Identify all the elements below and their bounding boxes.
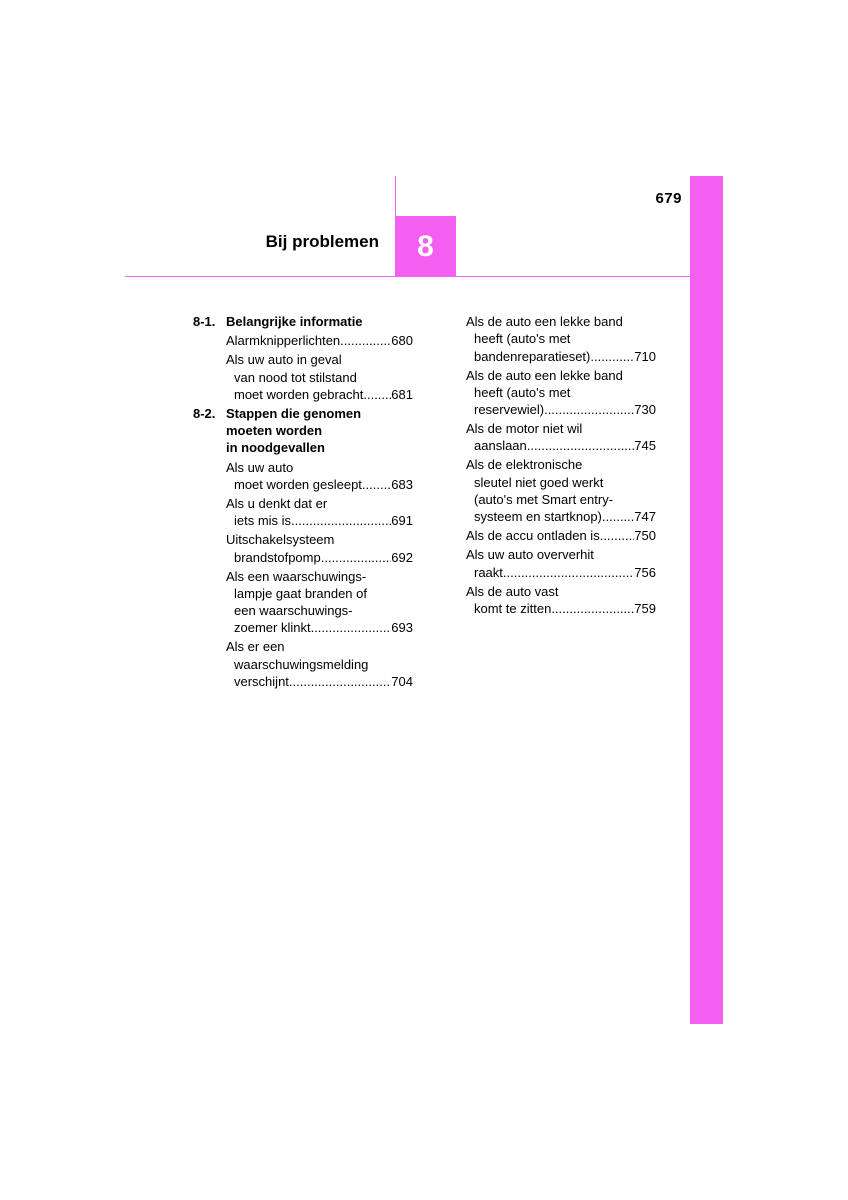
entry-text-line: bandenreparatieset): [474, 348, 591, 364]
entry-text-line: Als een waarschuwings-: [226, 568, 367, 584]
toc-entry[interactable]: [193, 531, 413, 566]
section-title-line: Belangrijke informatie: [226, 314, 363, 329]
entry-text-line: Als er een: [226, 639, 285, 655]
entry-last-line: [226, 619, 413, 636]
entry-last-line: [226, 386, 413, 403]
leader-dots: [289, 673, 391, 690]
leader-dots: [291, 512, 391, 529]
entry-last-line: [466, 348, 656, 365]
leader-dots: [362, 476, 391, 493]
entry-page-number[interactable]: 681: [391, 386, 413, 402]
toc-entry[interactable]: [466, 313, 656, 365]
entry-last-line: [466, 437, 656, 454]
entry-text-line: moet worden gesleept: [234, 477, 362, 493]
chapter-tab-strip: [690, 176, 723, 1024]
entry-text-line: moet worden gebracht: [234, 386, 364, 402]
entry-text-line: sleutel niet goed werkt: [474, 474, 604, 490]
toc-right-column: [466, 313, 656, 619]
toc-entry[interactable]: [466, 420, 656, 455]
entry-page-number[interactable]: 745: [634, 438, 656, 454]
entry-text-line: Als uw auto: [226, 459, 294, 475]
section-title: [226, 405, 413, 457]
entry-last-line: [226, 512, 413, 529]
entry-page-number[interactable]: 747: [634, 509, 656, 525]
toc-section-heading: [193, 313, 413, 330]
section-title-line: moeten worden: [226, 423, 323, 439]
section-title: [226, 313, 413, 330]
entry-last-line: [466, 508, 656, 525]
entry-text-line: Als de accu ontladen is: [466, 528, 600, 544]
toc-entry[interactable]: [193, 332, 413, 349]
entry-last-line: [226, 476, 413, 493]
entry-text-line: Als de auto een lekke band: [466, 314, 623, 329]
entry-text-line: Uitschakelsysteem: [226, 532, 335, 548]
entry-text-line: (auto's met Smart entry-: [474, 492, 614, 508]
entry-text-line: van nood tot stilstand: [234, 369, 357, 385]
entry-text-line: Alarmknipperlichten: [226, 333, 341, 349]
toc-entry[interactable]: [193, 495, 413, 530]
chapter-title: Bij problemen: [265, 232, 379, 251]
entry-page-number[interactable]: 756: [634, 564, 656, 580]
chapter-number-badge: 8: [395, 216, 456, 277]
entry-page-number[interactable]: 759: [634, 600, 656, 616]
leader-dots: [321, 549, 392, 566]
entry-text-line: Als de auto vast: [466, 583, 559, 599]
entry-text-line: heeft (auto's met: [474, 331, 571, 347]
section-title-line: Stappen die genomen: [226, 405, 362, 421]
leader-dots: [311, 619, 392, 636]
entry-text-line: een waarschuwings-: [234, 603, 353, 619]
leader-dots: [340, 332, 391, 349]
entry-last-line: [466, 401, 656, 418]
entry-text-line: raakt: [474, 564, 503, 580]
toc-entry[interactable]: [193, 568, 413, 637]
toc-entry[interactable]: [193, 351, 413, 403]
entry-text-line: Als de motor niet wil: [466, 421, 583, 437]
entry-last-line: [226, 549, 413, 566]
entry-page-number[interactable]: 704: [391, 674, 413, 690]
entry-text-line: brandstofpomp: [234, 549, 321, 565]
section-number: 8-1.: [193, 314, 216, 329]
entry-text-line: aanslaan: [474, 438, 527, 454]
leader-dots: [544, 401, 634, 418]
toc-entry[interactable]: [466, 456, 656, 525]
entry-text-line: Als u denkt dat er: [226, 496, 328, 512]
entry-text-line: iets mis is: [234, 513, 292, 529]
leader-dots: [527, 437, 635, 454]
entry-last-line: [466, 600, 656, 617]
entry-page-number[interactable]: 692: [391, 549, 413, 565]
entry-page-number[interactable]: 750: [634, 528, 656, 544]
toc-entry[interactable]: [466, 546, 656, 581]
entry-page-number[interactable]: 693: [391, 620, 413, 636]
entry-page-number[interactable]: 730: [634, 402, 656, 418]
toc-entry[interactable]: [466, 583, 656, 618]
header-divider-vertical: [395, 176, 396, 216]
leader-dots: [602, 508, 634, 525]
entry-text-line: reservewiel): [474, 402, 545, 418]
entry-page-number[interactable]: 710: [634, 348, 656, 364]
entry-text-line: Als de auto een lekke band: [466, 367, 623, 383]
toc-entry[interactable]: [193, 459, 413, 494]
entry-text-line: Als uw auto in geval: [226, 352, 342, 368]
leader-dots: [551, 600, 634, 617]
entry-text-line: systeem en startknop): [474, 509, 602, 525]
entry-text-line: heeft (auto's met: [474, 384, 571, 400]
toc-section-heading: [193, 405, 413, 457]
entry-last-line: [226, 673, 413, 690]
page-number: 679: [655, 190, 682, 207]
entry-text-line: waarschuwingsmelding: [234, 656, 369, 672]
leader-dots: [363, 386, 391, 403]
entry-page-number[interactable]: 691: [391, 513, 413, 529]
entry-page-number[interactable]: 680: [391, 333, 413, 349]
entry-last-line: [466, 564, 656, 581]
entry-last-line: [226, 332, 413, 349]
entry-page-number[interactable]: 683: [391, 477, 413, 493]
leader-dots: [503, 564, 634, 581]
leader-dots: [590, 348, 634, 365]
toc-entry[interactable]: [466, 527, 656, 544]
entry-last-line: [466, 527, 656, 544]
entry-text-line: komt te zitten: [474, 600, 552, 616]
toc-left-column: [193, 313, 413, 692]
toc-entry[interactable]: [466, 367, 656, 419]
entry-text-line: Als uw auto oververhit: [466, 547, 594, 563]
entry-text-line: lampje gaat branden of: [234, 585, 367, 601]
entry-text-line: verschijnt: [234, 674, 289, 690]
entry-text-line: Als de elektronische: [466, 457, 583, 473]
toc-entry[interactable]: [193, 638, 413, 690]
leader-dots: [600, 527, 635, 544]
header-divider-horizontal: [125, 276, 690, 277]
entry-text-line: zoemer klinkt: [234, 620, 311, 636]
section-title-line: in noodgevallen: [226, 440, 325, 456]
section-number: 8-2.: [193, 405, 216, 421]
